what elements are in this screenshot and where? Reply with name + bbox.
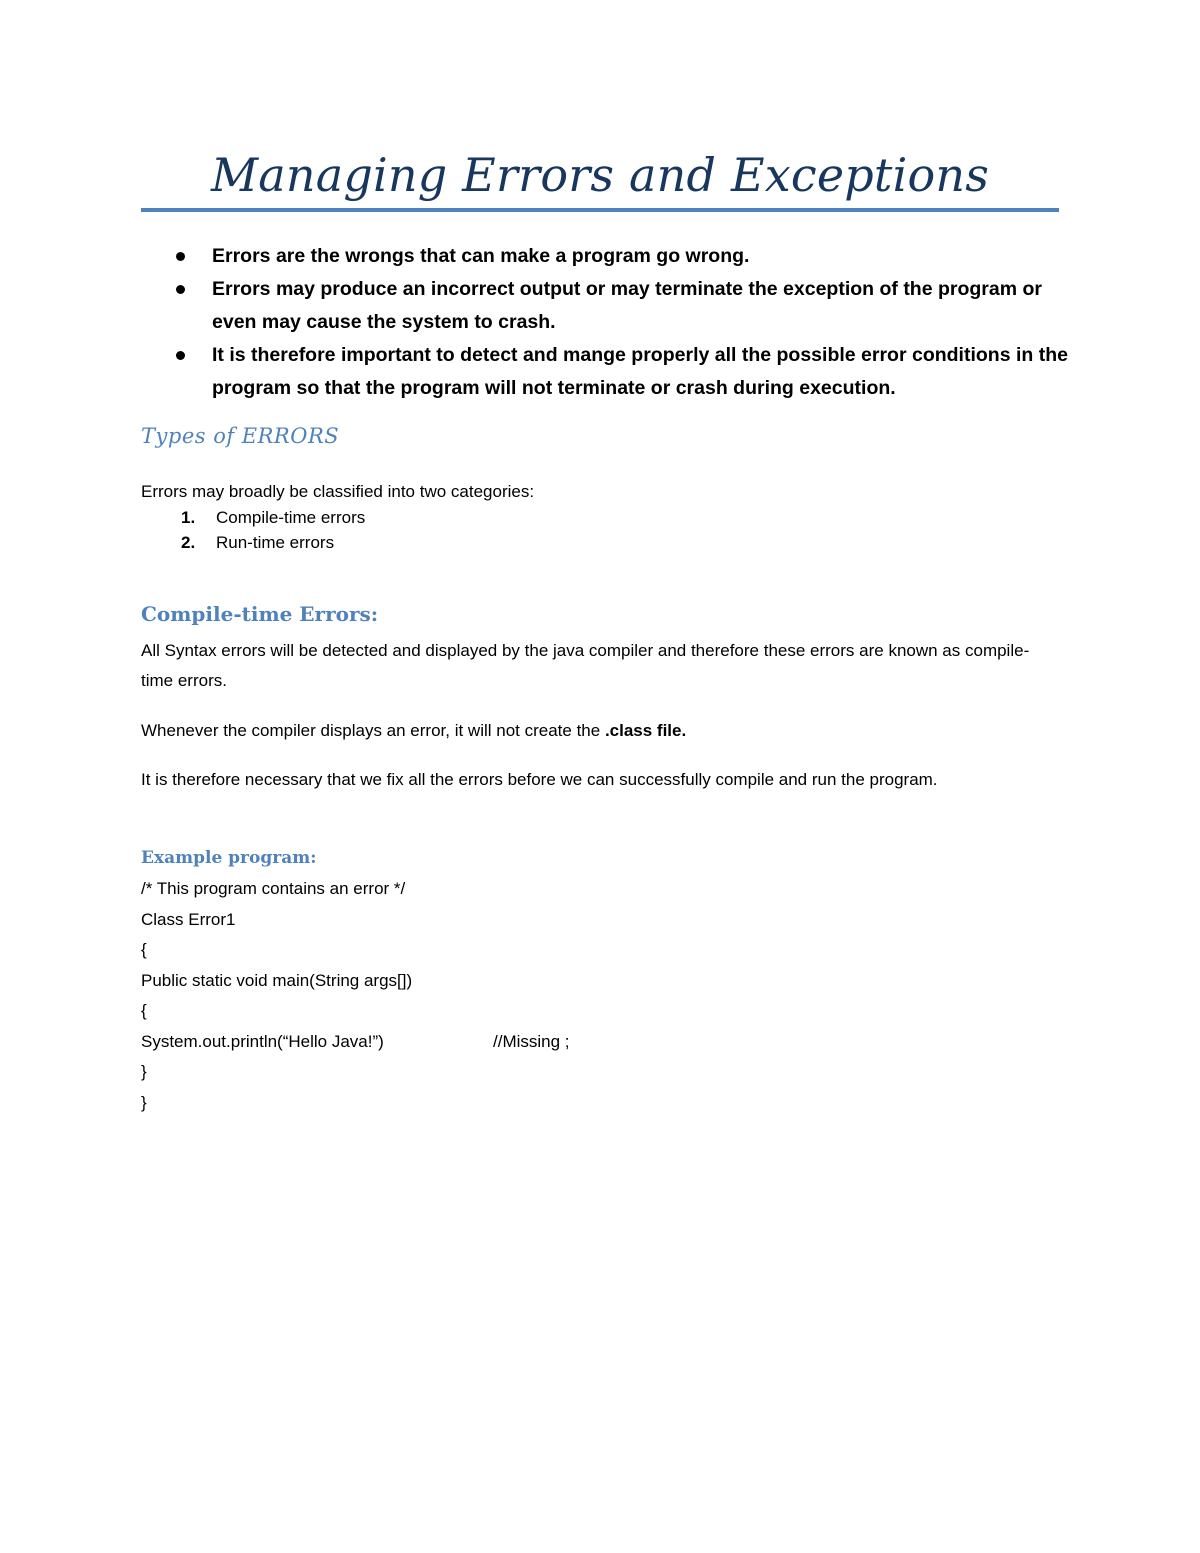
category-item bbox=[141, 505, 365, 530]
class-file-paragraph bbox=[141, 716, 1061, 746]
category-label: Run-time errors bbox=[216, 533, 335, 552]
code-line-close-brace: } bbox=[141, 1092, 147, 1112]
code-println-statement: System.out.println(“Hello Java!”) bbox=[141, 1031, 384, 1051]
fix-errors-paragraph: It is therefore necessary that we fix all the errors before we can successfully compile and run the program. bbox=[141, 770, 938, 789]
bullet-icon bbox=[176, 351, 185, 360]
title-underline bbox=[141, 208, 1059, 212]
class-file-text-after: file. bbox=[652, 721, 687, 740]
bullet-item bbox=[176, 240, 1076, 273]
category-number: 2. bbox=[181, 533, 196, 552]
class-file-keyword: .class bbox=[604, 721, 653, 740]
bullet-icon bbox=[176, 252, 185, 261]
bullet-text: Errors may produce an incorrect output or may terminate the exception of the program or even may cause the system to crash. bbox=[212, 278, 1042, 333]
code-line-class: Class Error1 bbox=[141, 909, 236, 929]
bullet-item bbox=[176, 273, 1076, 339]
categories-list bbox=[141, 505, 365, 555]
category-item bbox=[141, 530, 365, 555]
code-line-close-brace: } bbox=[141, 1062, 147, 1081]
code-line-comment: /* This program contains an error */ bbox=[141, 879, 406, 898]
class-file-text-before: Whenever the compiler displays an error, it will not create the bbox=[141, 721, 605, 740]
code-line-main: Public static void main(String args[]) bbox=[141, 970, 413, 990]
category-label: Compile-time errors bbox=[216, 508, 366, 527]
code-line-open-brace: { bbox=[141, 1001, 147, 1020]
compile-time-heading: Compile-time Errors: bbox=[141, 602, 379, 626]
bullet-item bbox=[176, 339, 1076, 405]
code-line-open-brace: { bbox=[141, 940, 147, 959]
category-number: 1. bbox=[181, 508, 196, 527]
types-heading: Types of ERRORS bbox=[141, 424, 340, 448]
categories-intro: Errors may broadly be classified into two categories: bbox=[141, 482, 535, 501]
document-title: Managing Errors and Exceptions bbox=[210, 148, 990, 202]
bullet-text: It is therefore important to detect and mange properly all the possible error conditions in the program so that the program will not terminate or crash during execution. bbox=[212, 344, 1068, 399]
bullet-icon bbox=[176, 285, 185, 294]
example-code-block bbox=[141, 874, 570, 1118]
bullet-text: Errors are the wrongs that can make a program go wrong. bbox=[212, 245, 750, 267]
code-line-println bbox=[141, 1027, 570, 1058]
example-program-heading: Example program: bbox=[141, 848, 317, 868]
code-missing-semicolon-comment: //Missing ; bbox=[493, 1031, 570, 1051]
compile-time-paragraph: All Syntax errors will be detected and displayed by the java compiler and therefore these errors are known as compile-time errors. bbox=[141, 641, 1030, 690]
intro-bullet-list bbox=[176, 240, 1076, 405]
